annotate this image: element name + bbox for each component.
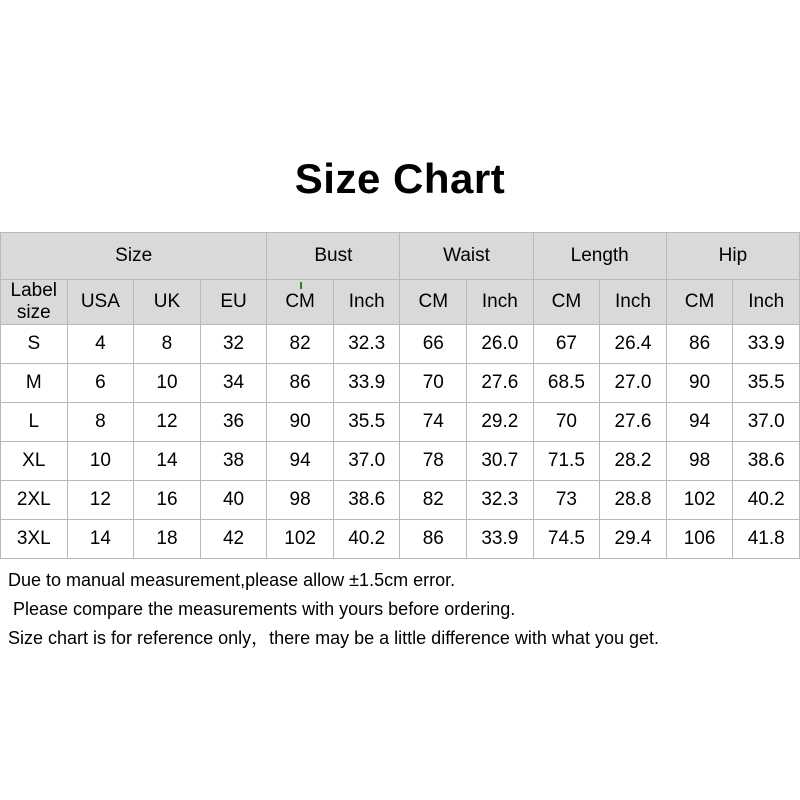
cell-waist-cm: 74 bbox=[400, 403, 467, 442]
cell-bust-inch: 37.0 bbox=[333, 442, 400, 481]
sub-header-label-size: Label size bbox=[1, 280, 68, 325]
sub-header-bust-inch: Inch bbox=[333, 280, 400, 325]
cell-waist-cm: 66 bbox=[400, 325, 467, 364]
table-row bbox=[1, 481, 800, 520]
cell-uk: 18 bbox=[134, 520, 201, 559]
table-row bbox=[1, 520, 800, 559]
sub-header-uk: UK bbox=[134, 280, 201, 325]
sub-header-waist-cm: CM bbox=[400, 280, 467, 325]
cell-hip-cm: 86 bbox=[666, 325, 733, 364]
cell-waist-inch: 26.0 bbox=[467, 325, 534, 364]
sub-header-waist-inch: Inch bbox=[467, 280, 534, 325]
cell-waist-cm: 82 bbox=[400, 481, 467, 520]
notes-block bbox=[8, 566, 792, 653]
cell-bust-inch: 32.3 bbox=[333, 325, 400, 364]
cell-waist-inch: 29.2 bbox=[467, 403, 534, 442]
note-measurement-error: Due to manual measurement,please allow ±1.5cm error. bbox=[8, 570, 456, 590]
group-header-bust: Bust bbox=[267, 233, 400, 280]
cell-eu: 42 bbox=[200, 520, 267, 559]
sub-header-length-cm: CM bbox=[533, 280, 600, 325]
cell-hip-inch: 40.2 bbox=[733, 481, 800, 520]
cell-usa: 8 bbox=[67, 403, 134, 442]
cell-eu: 32 bbox=[200, 325, 267, 364]
green-tick-mark bbox=[300, 282, 302, 289]
cell-length-cm: 73 bbox=[533, 481, 600, 520]
cell-length-cm: 70 bbox=[533, 403, 600, 442]
cell-length-inch: 28.8 bbox=[600, 481, 667, 520]
cell-waist-inch: 32.3 bbox=[467, 481, 534, 520]
cell-bust-cm: 94 bbox=[267, 442, 334, 481]
cell-hip-inch: 35.5 bbox=[733, 364, 800, 403]
cell-length-cm: 67 bbox=[533, 325, 600, 364]
cell-bust-cm: 98 bbox=[267, 481, 334, 520]
group-header-size: Size bbox=[1, 233, 267, 280]
cell-usa: 10 bbox=[67, 442, 134, 481]
cell-usa: 6 bbox=[67, 364, 134, 403]
cell-usa: 14 bbox=[67, 520, 134, 559]
table-header bbox=[1, 233, 800, 325]
cell-hip-cm: 106 bbox=[666, 520, 733, 559]
cell-waist-inch: 30.7 bbox=[467, 442, 534, 481]
cell-uk: 14 bbox=[134, 442, 201, 481]
cell-label-size: M bbox=[1, 364, 68, 403]
cell-hip-inch: 33.9 bbox=[733, 325, 800, 364]
cell-uk: 8 bbox=[134, 325, 201, 364]
sub-header-bust-cm: CM bbox=[267, 280, 334, 325]
cell-length-inch: 27.0 bbox=[600, 364, 667, 403]
table-row bbox=[1, 364, 800, 403]
table-body bbox=[1, 325, 800, 559]
group-header-waist: Waist bbox=[400, 233, 533, 280]
cell-eu: 34 bbox=[200, 364, 267, 403]
sub-header-hip-inch: Inch bbox=[733, 280, 800, 325]
cell-hip-inch: 41.8 bbox=[733, 520, 800, 559]
cell-length-cm: 71.5 bbox=[533, 442, 600, 481]
cell-label-size: L bbox=[1, 403, 68, 442]
cell-hip-cm: 102 bbox=[666, 481, 733, 520]
cell-label-size: S bbox=[1, 325, 68, 364]
cell-hip-inch: 37.0 bbox=[733, 403, 800, 442]
cell-label-size: 3XL bbox=[1, 520, 68, 559]
sub-header-usa: USA bbox=[67, 280, 134, 325]
sub-header-length-inch: Inch bbox=[600, 280, 667, 325]
table-sub-header-row bbox=[1, 280, 800, 325]
cell-waist-inch: 27.6 bbox=[467, 364, 534, 403]
cell-length-inch: 29.4 bbox=[600, 520, 667, 559]
cell-bust-cm: 82 bbox=[267, 325, 334, 364]
cell-waist-inch: 33.9 bbox=[467, 520, 534, 559]
sub-header-hip-cm: CM bbox=[666, 280, 733, 325]
table-row bbox=[1, 325, 800, 364]
cell-bust-cm: 86 bbox=[267, 364, 334, 403]
cell-uk: 10 bbox=[134, 364, 201, 403]
size-chart-table bbox=[0, 232, 800, 559]
cell-waist-cm: 78 bbox=[400, 442, 467, 481]
cell-eu: 36 bbox=[200, 403, 267, 442]
cell-uk: 12 bbox=[134, 403, 201, 442]
cell-hip-cm: 94 bbox=[666, 403, 733, 442]
cell-hip-cm: 98 bbox=[666, 442, 733, 481]
cell-eu: 40 bbox=[200, 481, 267, 520]
note-compare-measurements: Please compare the measurements with yours before ordering. bbox=[13, 599, 516, 619]
cell-length-inch: 27.6 bbox=[600, 403, 667, 442]
table-row bbox=[1, 403, 800, 442]
group-header-hip: Hip bbox=[666, 233, 799, 280]
cell-length-inch: 26.4 bbox=[600, 325, 667, 364]
cell-label-size: XL bbox=[1, 442, 68, 481]
cell-bust-inch: 35.5 bbox=[333, 403, 400, 442]
cell-bust-inch: 33.9 bbox=[333, 364, 400, 403]
cell-length-cm: 74.5 bbox=[533, 520, 600, 559]
sub-header-eu: EU bbox=[200, 280, 267, 325]
cell-hip-cm: 90 bbox=[666, 364, 733, 403]
table-row bbox=[1, 442, 800, 481]
group-header-length: Length bbox=[533, 233, 666, 280]
cell-length-cm: 68.5 bbox=[533, 364, 600, 403]
cell-eu: 38 bbox=[200, 442, 267, 481]
page-title: Size Chart bbox=[294, 155, 506, 202]
cell-hip-inch: 38.6 bbox=[733, 442, 800, 481]
table-group-header-row bbox=[1, 233, 800, 280]
cell-uk: 16 bbox=[134, 481, 201, 520]
cell-length-inch: 28.2 bbox=[600, 442, 667, 481]
cell-bust-inch: 40.2 bbox=[333, 520, 400, 559]
size-chart-table-wrap bbox=[0, 232, 800, 559]
cell-usa: 12 bbox=[67, 481, 134, 520]
cell-waist-cm: 86 bbox=[400, 520, 467, 559]
cell-label-size: 2XL bbox=[1, 481, 68, 520]
cell-usa: 4 bbox=[67, 325, 134, 364]
cell-bust-cm: 90 bbox=[267, 403, 334, 442]
cell-bust-inch: 38.6 bbox=[333, 481, 400, 520]
note-reference-only: Size chart is for reference only，there may be a little difference with what you get. bbox=[8, 628, 659, 648]
cell-waist-cm: 70 bbox=[400, 364, 467, 403]
cell-bust-cm: 102 bbox=[267, 520, 334, 559]
